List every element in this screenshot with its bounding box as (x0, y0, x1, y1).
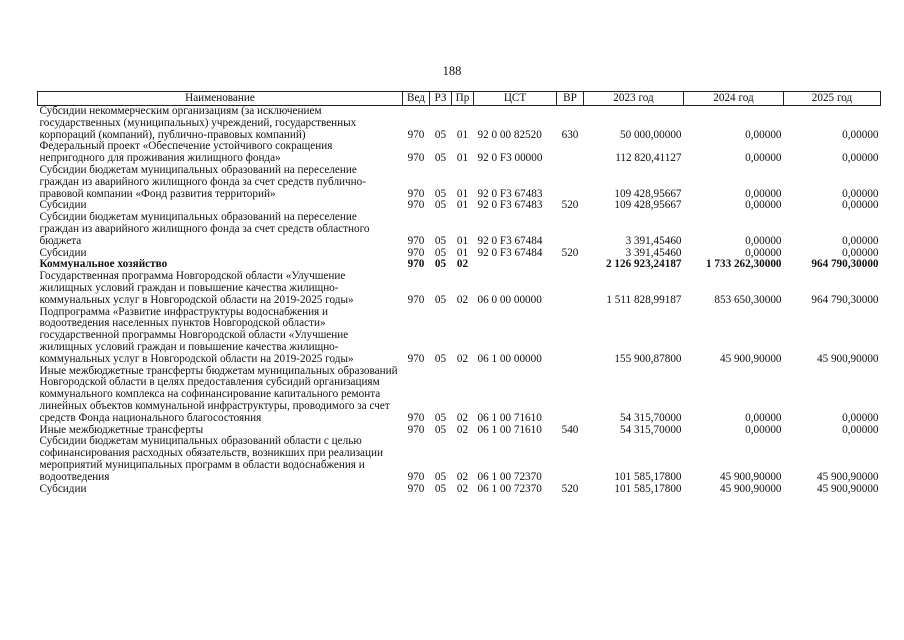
row-2025: 0,00000 (842, 128, 879, 141)
row-rz: 05 (434, 246, 447, 259)
row-name: Государственная программа Новгородской области «Улучшение жилищных условий граждан и повышение качества жилищно-коммунальных услуг в Новгородской области на 2019-2025 годы» (39, 270, 354, 306)
row-rz: 05 (434, 470, 447, 483)
row-name: Субсидии (39, 246, 87, 259)
row-pr: 02 (456, 470, 469, 483)
row-2023: 101 585,17800 (614, 482, 682, 495)
row-2025: 964 790,30000 (811, 258, 879, 271)
row-vr (557, 212, 584, 247)
row-ved: 970 (407, 411, 425, 424)
row-rz: 05 (434, 152, 447, 165)
row-name: Иные межбюджетные трансферты бюджетам муниципальных образований Новгородской области в целях предоставления субсидий организациям коммунального комплекса на софинансирование капитального ремонта линейных объектов коммунальной инфраструктуры, проводимого за счет средств Фонда национального благосостояния (39, 364, 398, 424)
row-2024: 45 900,90000 (719, 470, 782, 483)
table-row (38, 436, 881, 483)
header-cst: ЦСТ (474, 92, 557, 106)
row-pr: 01 (456, 246, 469, 259)
budget-table (37, 91, 881, 495)
row-2024: 0,00000 (745, 234, 782, 247)
table-row (38, 212, 881, 247)
row-name: Субсидии (39, 199, 87, 212)
row-2024: 0,00000 (745, 187, 782, 200)
row-2023: 155 900,87800 (614, 352, 682, 365)
row-ved: 970 (407, 199, 425, 212)
row-2025: 45 900,90000 (816, 352, 879, 365)
row-vr (557, 366, 584, 425)
row-vr: 520 (561, 199, 579, 212)
table-row (38, 106, 881, 142)
row-pr: 02 (456, 352, 469, 365)
row-rz: 05 (434, 411, 447, 424)
row-pr: 01 (456, 187, 469, 200)
row-pr: 01 (456, 152, 469, 165)
row-name: Субсидии бюджетам муниципальных образований области с целью софинансирования расходных обязательств, возникших при реализации мероприятий муниципальных программ в области водоснабжения и водоотведения (39, 435, 383, 483)
row-cst: 92 0 F3 00000 (477, 152, 543, 165)
row-ved: 970 (407, 470, 425, 483)
table-header-row (38, 92, 881, 106)
row-2023: 54 315,70000 (619, 423, 682, 436)
row-vr (557, 436, 584, 483)
row-name: Коммунальное хозяйство (39, 258, 168, 271)
row-cst: 92 0 F3 67484 (477, 246, 543, 259)
row-2023: 109 428,95667 (614, 199, 682, 212)
row-2024: 853 650,30000 (714, 293, 782, 306)
row-2025: 0,00000 (842, 234, 879, 247)
row-ved: 970 (407, 423, 425, 436)
row-ved: 970 (407, 234, 425, 247)
row-2024: 45 900,90000 (719, 352, 782, 365)
row-2025: 0,00000 (842, 152, 879, 165)
row-vr (557, 271, 584, 306)
row-2025: 45 900,90000 (816, 482, 879, 495)
row-ved: 970 (407, 482, 425, 495)
row-ved: 970 (407, 128, 425, 141)
row-2024: 45 900,90000 (719, 482, 782, 495)
row-name: Иные межбюджетные трансферты (39, 423, 204, 436)
row-cst: 06 1 00 72370 (477, 470, 542, 483)
row-pr: 02 (456, 411, 469, 424)
row-2023: 2 126 923,24187 (605, 258, 682, 271)
row-cst: 06 1 00 00000 (477, 352, 542, 365)
row-2024: 0,00000 (745, 152, 782, 165)
row-vr (557, 141, 584, 165)
row-2024: 1 733 262,30000 (705, 258, 782, 271)
table-row (38, 366, 881, 425)
row-cst: 06 1 00 71610 (477, 411, 542, 424)
row-2025: 0,00000 (842, 187, 879, 200)
row-cst: 06 0 00 00000 (477, 293, 542, 306)
row-2023: 50 000,00000 (619, 128, 682, 141)
row-2023: 54 315,70000 (619, 411, 682, 424)
row-pr: 02 (456, 293, 469, 306)
row-pr: 01 (456, 199, 469, 212)
row-rz: 05 (434, 293, 447, 306)
row-2023: 101 585,17800 (614, 470, 682, 483)
row-pr: 01 (456, 128, 469, 141)
row-2023: 109 428,95667 (614, 187, 682, 200)
row-2024: 0,00000 (745, 246, 782, 259)
row-2024: 0,00000 (745, 128, 782, 141)
row-2025: 45 900,90000 (816, 470, 879, 483)
row-rz: 05 (434, 352, 447, 365)
row-vr (557, 307, 584, 366)
table-row (38, 307, 881, 366)
row-vr: 630 (561, 128, 579, 141)
row-2023: 112 820,41127 (615, 152, 682, 165)
row-name: Субсидии некоммерческим организациям (за исключением государственных (муниципальных) учреждений, государственных корпораций (компаний), публично-правовых компаний) (39, 105, 357, 141)
row-2024: 0,00000 (745, 199, 782, 212)
row-vr: 540 (561, 423, 579, 436)
row-pr: 02 (456, 482, 469, 495)
row-ved: 970 (407, 258, 425, 271)
header-vr: ВР (557, 92, 584, 106)
row-2024: 0,00000 (745, 423, 782, 436)
row-rz: 05 (434, 423, 447, 436)
row-vr (557, 165, 584, 200)
row-name: Субсидии бюджетам муниципальных образований на переселение граждан из аварийного жилищного фонда за счет средств областного бюджета (39, 211, 370, 247)
row-pr: 02 (456, 423, 469, 436)
row-name: Субсидии бюджетам муниципальных образований на переселение граждан из аварийного жилищного фонда за счет средств публично-правовой компании «Фонд развития территорий» (39, 163, 366, 200)
table-row (38, 141, 881, 165)
row-pr: 02 (456, 258, 469, 271)
row-name: Подпрограмма «Развитие инфраструктуры водоснабжения и водоотведения населенных пунктов Новгородской области» государственной программы Новгородской области «Улучшение жилищных условий граждан и повышение качества жилищно-коммунальных услуг в Новгородской области на 2019-2025 годы» (39, 305, 354, 365)
row-rz: 05 (434, 234, 447, 247)
row-2023: 3 391,45460 (625, 246, 682, 259)
row-name: Субсидии (39, 482, 87, 495)
table-row (38, 165, 881, 200)
row-cst: 06 1 00 71610 (477, 423, 542, 436)
header-2025: 2025 год (784, 92, 881, 106)
row-2025: 964 790,30000 (811, 293, 879, 306)
row-cst: 92 0 F3 67484 (477, 234, 543, 247)
row-rz: 05 (434, 258, 447, 271)
header-name: Наименование (38, 92, 403, 106)
row-ved: 970 (407, 152, 425, 165)
row-cst: 06 1 00 72370 (477, 482, 542, 495)
row-ved: 970 (407, 352, 425, 365)
row-cst: 92 0 00 82520 (477, 128, 542, 141)
row-vr (557, 259, 584, 271)
header-rz: РЗ (430, 92, 452, 106)
row-ved: 970 (407, 293, 425, 306)
page-number: 188 (442, 64, 462, 78)
row-2023: 1 511 828,99187 (606, 293, 682, 306)
row-2025: 0,00000 (842, 199, 879, 212)
header-ved: Вед (403, 92, 430, 106)
row-rz: 05 (434, 187, 447, 200)
row-ved: 970 (407, 187, 425, 200)
row-2025: 0,00000 (842, 411, 879, 424)
row-cst: 92 0 F3 67483 (477, 187, 543, 200)
row-2025: 0,00000 (842, 246, 879, 259)
row-pr: 01 (456, 234, 469, 247)
row-rz: 05 (434, 199, 447, 212)
header-2023: 2023 год (584, 92, 684, 106)
row-2023: 3 391,45460 (625, 234, 682, 247)
row-2024: 0,00000 (745, 411, 782, 424)
table-row (38, 271, 881, 306)
row-vr: 520 (561, 246, 579, 259)
row-ved: 970 (407, 246, 425, 259)
row-rz: 05 (434, 482, 447, 495)
row-name: Федеральный проект «Обеспечение устойчивого сокращения непригодного для проживания жилищного фонда» (39, 140, 333, 165)
table-row (38, 484, 881, 496)
header-2024: 2024 год (684, 92, 784, 106)
row-cst (474, 259, 557, 271)
header-pr: Пр (452, 92, 474, 106)
row-cst: 92 0 F3 67483 (477, 199, 543, 212)
row-vr: 520 (561, 482, 579, 495)
row-rz: 05 (434, 128, 447, 141)
row-2025: 0,00000 (842, 423, 879, 436)
